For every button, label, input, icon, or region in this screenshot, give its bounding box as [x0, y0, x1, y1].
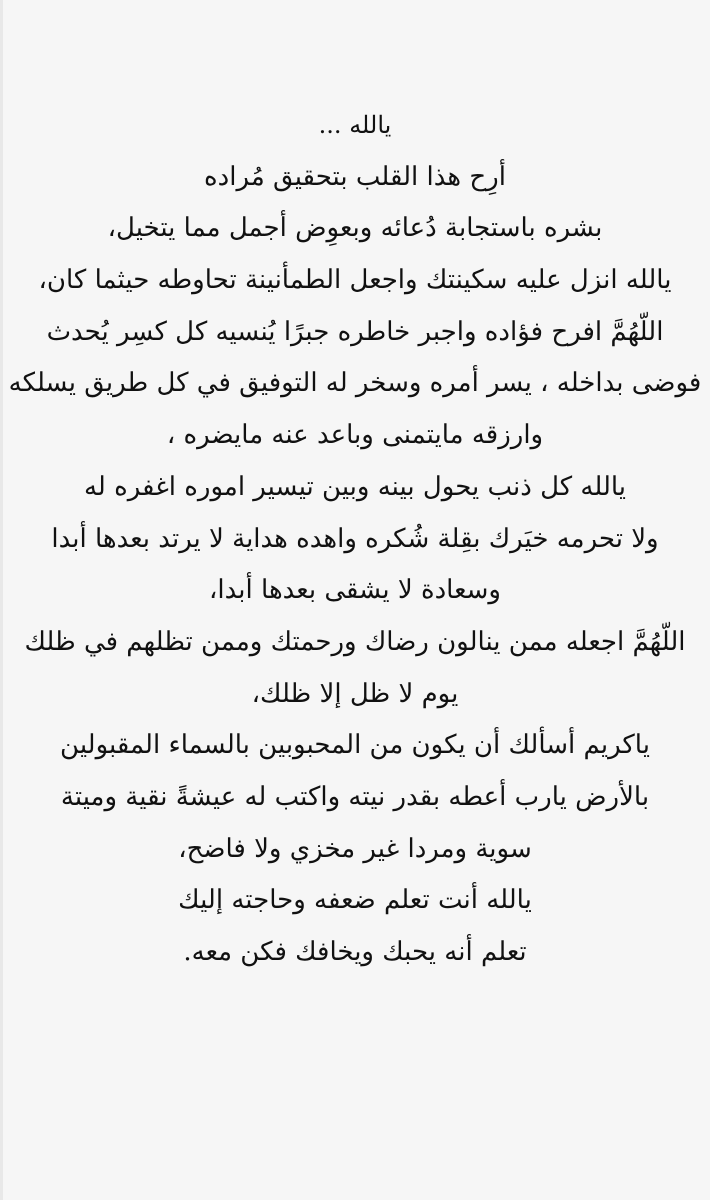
text-line-8: يالله كل ذنب يحول بينه وبين تيسير اموره اغفره له — [83, 471, 627, 502]
text-line-title: يالله ... — [318, 111, 392, 139]
text-line-17: تعلم أنه يحبك ويخافك فكن معه. — [183, 937, 527, 967]
text-line-7: وارزقه مايتمنى وباعد عنه مايضره ، — [166, 420, 544, 451]
text-line-15: سوية ومردا غير مخزي ولا فاضح، — [178, 833, 532, 864]
text-line-12: يوم لا ظل إلا ظلك، — [251, 678, 459, 709]
text-line-6: فوضى بداخله ، يسر أمره وسخر له التوفيق في كل طريق يسلكه — [8, 368, 702, 399]
prayer-text-block — [0, 100, 710, 979]
text-line-9: ولا تحرمه خيَرك بقِلة شُكره واهده هداية لا يرتد بعدها أبدا — [51, 523, 659, 554]
text-line-13: ياكريم أسألك أن يكون من المحبوبين بالسماء المقبولين — [60, 730, 650, 761]
text-line-5: اللّهُمَّ افرح فؤاده واجبر خاطره جبرًا يُنسيه كل كسِر يُحدث — [46, 316, 664, 347]
text-line-14: بالأرض يارب أعطه بقدر نيته واكتب له عيشةً نقية وميتة — [60, 781, 650, 812]
text-line-11: اللّهُمَّ اجعله ممن ينالون رضاك ورحمتك وممن تظلهم في ظلك — [24, 626, 686, 657]
text-line-10: وسعادة لا يشقى بعدها أبدا، — [209, 575, 501, 606]
text-line-4: يالله انزل عليه سكينتك واجعل الطمأنينة تحاوطه حيثما كان، — [38, 265, 672, 296]
text-line-16: يالله أنت تعلم ضعفه وحاجته إليك — [178, 885, 532, 916]
text-line-2: أرِح هذا القلب بتحقيق مُراده — [204, 161, 506, 192]
text-line-3: بشره باستجابة دُعائه وبعوِض أجمل مما يتخيل، — [107, 213, 603, 244]
